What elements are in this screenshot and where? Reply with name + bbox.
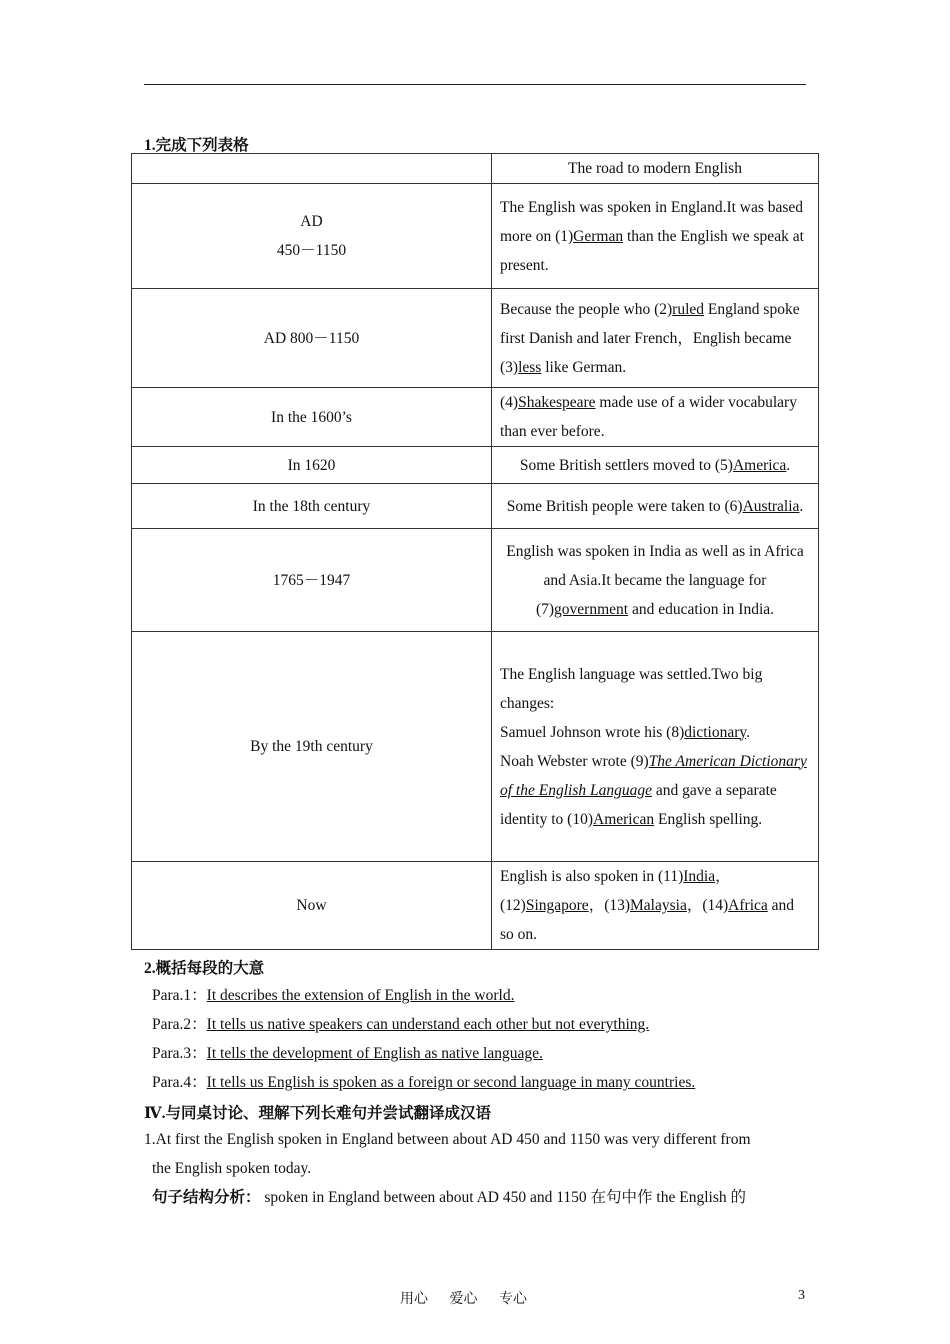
para-summary	[152, 1039, 543, 1068]
table-header-row	[132, 154, 819, 184]
para-summary	[152, 1068, 695, 1097]
desc-text: ，(13)	[588, 897, 631, 914]
answer-text: German	[573, 227, 624, 245]
desc-text: The English language was settled.Two big changes:	[500, 665, 763, 712]
period-cell	[132, 184, 492, 289]
desc-cell	[492, 484, 819, 529]
para-label: Para.4：	[152, 1074, 207, 1091]
analysis-line	[152, 1183, 746, 1212]
table-row	[132, 632, 819, 862]
footer-motto-word: 用心	[400, 1292, 428, 1307]
desc-line	[500, 660, 810, 718]
desc-cell	[492, 289, 819, 388]
desc-line	[500, 747, 810, 834]
footer-motto	[400, 1288, 545, 1308]
table-row	[132, 529, 819, 632]
footer-motto-word: 爱心	[449, 1292, 478, 1307]
period-cell: AD 800－1150	[132, 289, 492, 388]
period-line: 450－1150	[276, 242, 347, 259]
table-header: The road to modern English	[492, 154, 819, 184]
para-label: Para.2：	[152, 1016, 207, 1033]
desc-text: and so on.	[500, 897, 795, 943]
desc-text: Some British people were taken to (6)	[506, 497, 743, 515]
para-text: It describes the extension of English in the world.	[206, 987, 515, 1004]
analysis-label: 句子结构分析：	[152, 1189, 261, 1206]
desc-text: and gave a separate identity to (10)	[500, 781, 777, 828]
desc-text: made use of a wider vocabulary than ever before.	[500, 394, 797, 440]
sentence-line: the English spoken today.	[152, 1160, 312, 1177]
footer-motto-word: 专心	[499, 1292, 527, 1307]
desc-text: English spelling.	[654, 810, 763, 828]
table-row	[132, 289, 819, 388]
desc-cell	[492, 632, 819, 862]
para-text: It tells us English is spoken as a foreign or second language in many countries.	[206, 1074, 696, 1091]
top-rule	[144, 84, 806, 85]
answer-text: India	[683, 868, 716, 885]
desc-text: Because the people who (2)	[500, 300, 673, 318]
answer-text: The American Dictionary of the English Language	[500, 752, 807, 799]
answer-text: Singapore	[525, 897, 589, 914]
desc-text: English is also spoken in (11)	[500, 868, 684, 885]
desc-text: .	[786, 456, 791, 474]
desc-cell	[492, 862, 819, 950]
para-label: Para.1：	[152, 987, 207, 1004]
desc-cell	[492, 447, 819, 484]
answer-text: ruled	[672, 300, 705, 318]
desc-text: like German.	[541, 358, 627, 376]
table-row	[132, 184, 819, 289]
period-cell: In the 18th century	[132, 484, 492, 529]
desc-text: and education in India.	[628, 600, 775, 618]
desc-cell	[492, 529, 819, 632]
para-text: It tells the development of English as native language.	[206, 1045, 543, 1062]
desc-text: England spoke first Danish and later French，English became (3)	[500, 300, 800, 376]
desc-cell	[492, 184, 819, 289]
period-cell: Now	[132, 862, 492, 950]
desc-text: Noah Webster wrote (9)	[500, 752, 649, 770]
answer-text: Shakespeare	[518, 394, 596, 411]
period-line: AD	[300, 213, 323, 230]
period-cell: 1765－1947	[132, 529, 492, 632]
desc-text: than the English we speak at present.	[500, 227, 804, 274]
answer-text: American	[593, 810, 655, 828]
page-number: 3	[798, 1288, 805, 1303]
answer-text: government	[554, 600, 629, 618]
desc-text: English was spoken in India as well as in Africa and Asia.It became the language for (7)	[506, 542, 804, 618]
table-header-empty-cell	[132, 154, 492, 184]
section1-title: 1.完成下列表格	[144, 137, 249, 154]
para-text: It tells us native speakers can understand each other but not everything.	[206, 1016, 650, 1033]
answer-text: America	[732, 456, 787, 474]
para-summary	[152, 981, 514, 1010]
desc-text: ，(14)	[686, 897, 729, 914]
road-table	[131, 153, 819, 950]
desc-text: Some British settlers moved to (5)	[519, 456, 733, 474]
sentence-line: 1.At first the English spoken in England between about AD 450 and 1150 was very different from	[144, 1131, 751, 1148]
analysis-text: spoken in England between about AD 450 and 1150 在句中作 the English 的	[260, 1189, 746, 1206]
table-row	[132, 447, 819, 484]
para-label: Para.3：	[152, 1045, 207, 1062]
desc-text: (4)	[500, 394, 519, 411]
desc-cell	[492, 388, 819, 447]
answer-text: Malaysia	[630, 897, 687, 914]
table-row	[132, 484, 819, 529]
para-summary	[152, 1010, 649, 1039]
desc-text: .	[746, 723, 750, 741]
section4-title: Ⅳ.与同桌讨论、理解下列长难句并尝试翻译成汉语	[144, 1105, 491, 1122]
answer-text: Africa	[728, 897, 768, 914]
period-cell: By the 19th century	[132, 632, 492, 862]
desc-line	[500, 718, 810, 747]
desc-text: Samuel Johnson wrote his (8)	[500, 723, 685, 741]
answer-text: less	[518, 358, 542, 376]
desc-text: ，(12)	[500, 868, 731, 914]
answer-text: dictionary	[684, 723, 747, 741]
desc-text: The English was spoken in England.It was based more on (1)	[500, 198, 804, 245]
period-cell: In 1620	[132, 447, 492, 484]
answer-text: Australia	[742, 497, 800, 515]
table-row	[132, 388, 819, 447]
section2-title: 2.概括每段的大意	[144, 960, 265, 977]
table-row	[132, 862, 819, 950]
period-cell: In the 1600’s	[132, 388, 492, 447]
desc-text: .	[799, 497, 804, 515]
